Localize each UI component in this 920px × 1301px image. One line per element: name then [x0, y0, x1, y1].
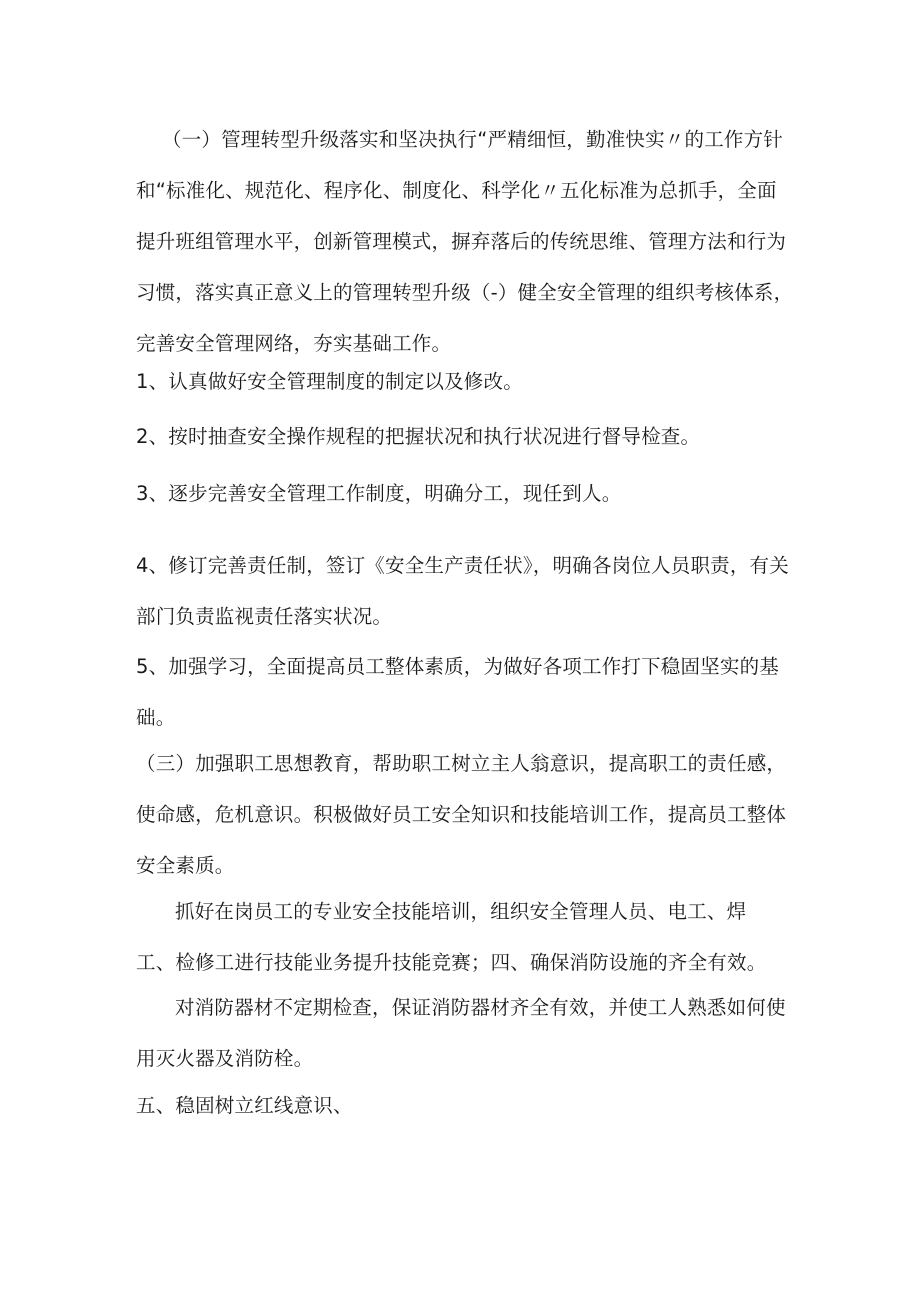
- list-item-1: 1、认真做好安全管理制度的制定以及修改。: [136, 370, 523, 393]
- paragraph-management-transformation: （一）管理转型升级落实和坚决执行“严精细恒，勤准快实〃的工作方针和“标准化、规范化、程序化、制度化、科学化〃五化标准为总抓手，全面提升班组管理水平，创新管理模式，摒弃落后的传统思维、管理方法和行为习惯，落实真正意义上的管理转型升级（-）健全安全管理的组织考核体系，完善安全管理网络，夯实基础工作。: [136, 128, 794, 355]
- paragraph-skill-training: 抓好在岗员工的专业安全技能培训，组织安全管理人员、电工、焊工、检修工进行技能业务提升技能竞赛；四、确保消防设施的齐全有效。: [136, 900, 767, 974]
- list-item-3: 3、逐步完善安全管理工作制度，明确分工，现任到人。: [136, 482, 622, 505]
- paragraph-fire-equipment: 对消防器材不定期检查，保证消防器材齐全有效，并使工人熟悉如何使用灭火器及消防栓。: [136, 996, 786, 1070]
- list-item-2: 2、按时抽查安全操作规程的把握状况和执行状况进行督导检查。: [136, 425, 701, 448]
- list-item-5: 5、加强学习，全面提高员工整体素质，为做好各项工作打下稳固坚实的基础。: [136, 655, 780, 729]
- list-item-4: 4、修订完善责任制，签订《安全生产责任状》，明确各岗位人员职责，有关部门负责监视责任落实状况。: [136, 554, 789, 628]
- heading-red-line-awareness: 五、稳固树立红线意识、: [136, 1094, 353, 1117]
- paragraph-staff-education: （三）加强职工思想教育，帮助职工树立主人翁意识，提高职工的责任感，使命感，危机意识。积极做好员工安全知识和技能培训工作，提高员工整体安全素质。: [136, 752, 787, 877]
